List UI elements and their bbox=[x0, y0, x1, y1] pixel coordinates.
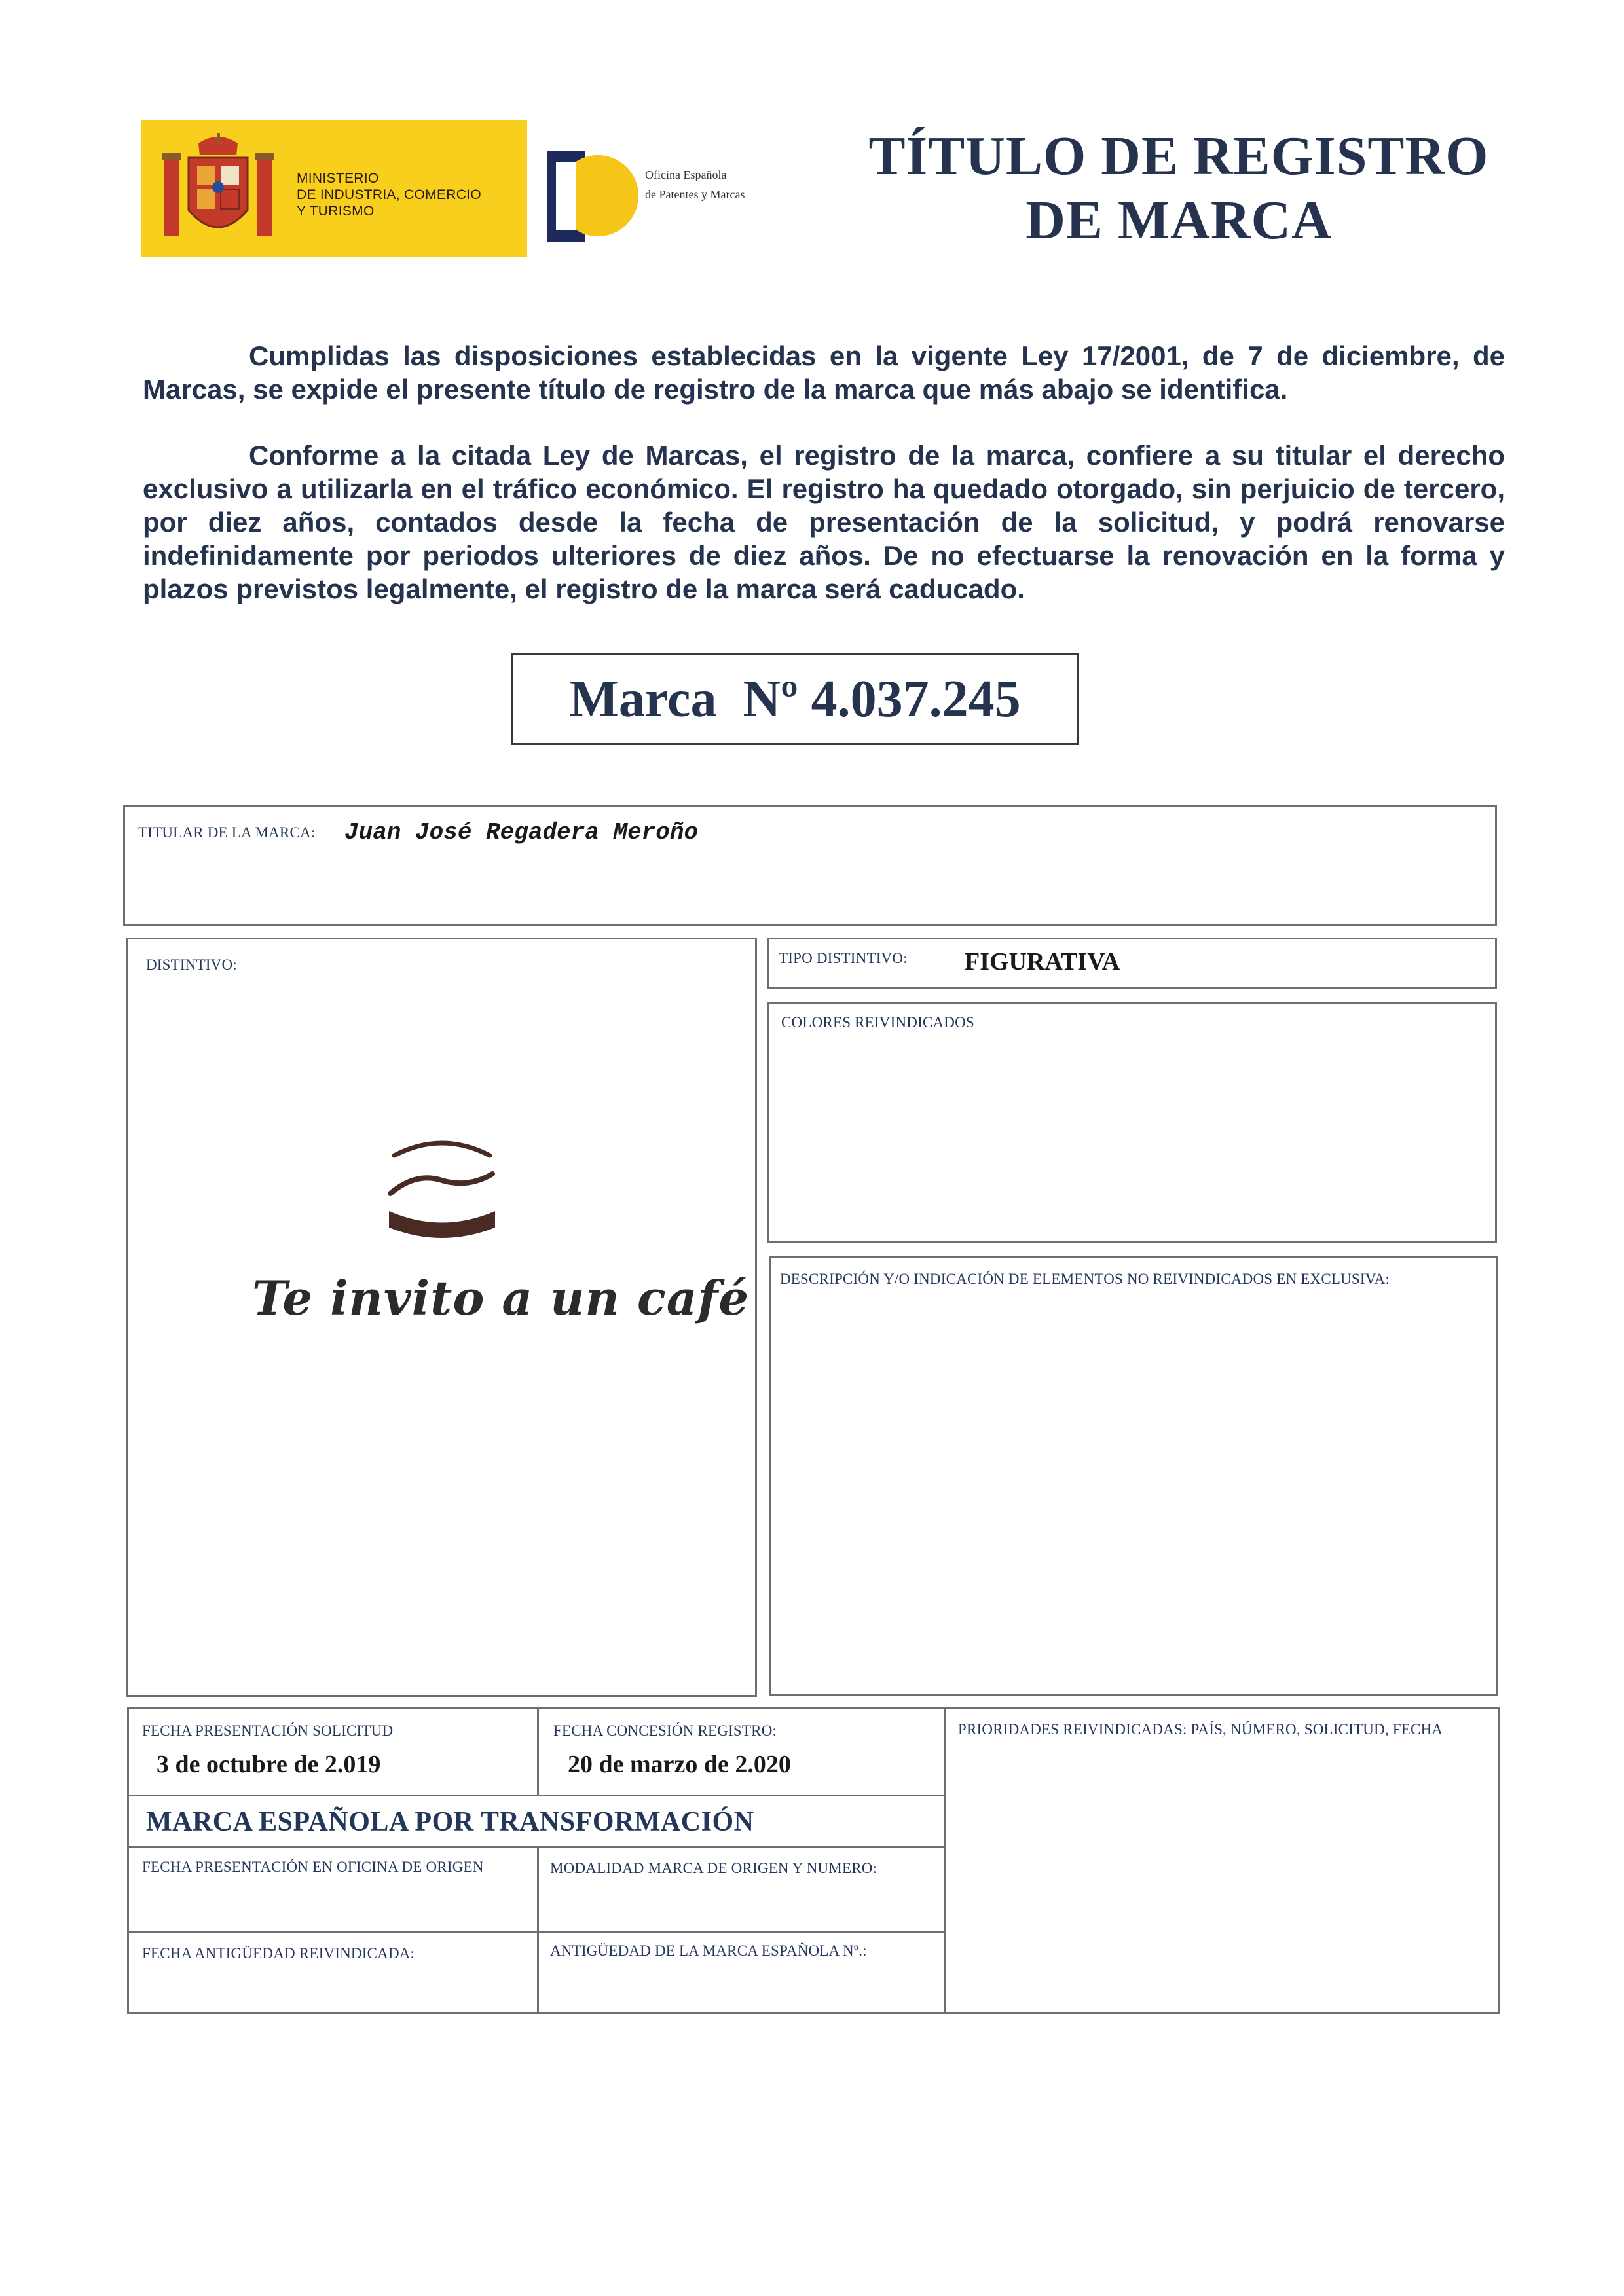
document-title-line-1: TÍTULO DE REGISTRO bbox=[868, 126, 1489, 187]
distinctive-label: DISTINTIVO: bbox=[146, 957, 237, 973]
ministry-name-line-2: DE INDUSTRIA, COMERCIO bbox=[297, 187, 481, 202]
rights-paragraph: Conforme a la citada Ley de Marcas, el registro de la marca, confiere a su titular el derecho exclusivo a utilizarla en el tráfico económico. El registro ha quedado otorgado, sin perjuicio de tercero, por diez años, contados desde la fecha de presentación de la solicitud, y podrá renovarse indefinidamente por periodos ulteriores de diez años. De no efectuarse la renovación en la forma y plazos previstos legalmente, el registro de la marca será caducado. bbox=[143, 440, 1505, 604]
divider bbox=[537, 1709, 539, 1795]
coat-of-arms-icon bbox=[159, 132, 277, 246]
office-name-line-2: de Patentes y Marcas bbox=[645, 188, 745, 201]
colors-label: COLORES REIVINDICADOS bbox=[781, 1014, 974, 1030]
filing-date-label: FECHA PRESENTACIÓN SOLICITUD bbox=[142, 1722, 394, 1739]
mark-number-box bbox=[511, 653, 1079, 745]
priorities-label: PRIORIDADES REIVINDICADAS: PAÍS, NÚMERO, SOLICITUD, FECHA bbox=[958, 1721, 1443, 1738]
filing-date-value: 3 de octubre de 2.019 bbox=[157, 1751, 381, 1778]
origin-modality-label: MODALIDAD MARCA DE ORIGEN Y NUMERO: bbox=[550, 1860, 877, 1876]
coffee-bean-cup-icon bbox=[386, 1136, 498, 1244]
description-box bbox=[769, 1256, 1498, 1696]
type-value: FIGURATIVA bbox=[965, 948, 1120, 975]
description-label: DESCRIPCIÓN Y/O INDICACIÓN DE ELEMENTOS NO REIVINDICADOS EN EXCLUSIVA: bbox=[780, 1271, 1390, 1287]
grant-date-label: FECHA CONCESIÓN REGISTRO: bbox=[553, 1722, 777, 1739]
owner-value: Juan José Regadera Meroño bbox=[344, 819, 699, 846]
type-label: TIPO DISTINTIVO: bbox=[779, 950, 908, 966]
divider bbox=[537, 1846, 539, 2014]
type-box bbox=[767, 938, 1497, 989]
oepm-logo bbox=[547, 147, 815, 246]
office-name-line-1: Oficina Española bbox=[645, 168, 727, 181]
intro-paragraph: Cumplidas las disposiciones establecidas en la vigente Ley 17/2001, de 7 de diciembre, de Marcas, se expide el presente título de registro de la marca que más abajo se identifica. bbox=[143, 340, 1505, 405]
dates-table bbox=[127, 1707, 946, 2014]
divider bbox=[129, 1795, 944, 1796]
ministry-name-line-1: MINISTERIO bbox=[297, 171, 379, 186]
priorities-box bbox=[944, 1707, 1500, 2014]
ministry-logo bbox=[141, 120, 527, 257]
transformation-heading: MARCA ESPAÑOLA POR TRANSFORMACIÓN bbox=[146, 1807, 754, 1837]
oepm-emblem-icon bbox=[547, 147, 638, 246]
owner-box bbox=[123, 805, 1497, 926]
brand-tagline: Te invito a un café bbox=[252, 1270, 750, 1326]
claimed-seniority-date-label: FECHA ANTIGÜEDAD REIVINDICADA: bbox=[142, 1945, 415, 1961]
mark-label: Marca bbox=[569, 670, 717, 728]
mark-number-prefix: Nº bbox=[743, 670, 798, 728]
document-title-line-2: DE MARCA bbox=[1025, 190, 1332, 251]
document-title bbox=[832, 124, 1526, 253]
spanish-mark-seniority-label: ANTIGÜEDAD DE LA MARCA ESPAÑOLA Nº.: bbox=[550, 1942, 867, 1959]
owner-label: TITULAR DE LA MARCA: bbox=[138, 824, 316, 841]
grant-date-value: 20 de marzo de 2.020 bbox=[568, 1751, 791, 1778]
ministry-name-line-3: Y TURISMO bbox=[297, 204, 375, 219]
mark-number: 4.037.245 bbox=[811, 670, 1021, 728]
origin-office-date-label: FECHA PRESENTACIÓN EN OFICINA DE ORIGEN bbox=[142, 1859, 484, 1875]
colors-box bbox=[767, 1002, 1497, 1243]
distinctive-box bbox=[126, 938, 757, 1697]
